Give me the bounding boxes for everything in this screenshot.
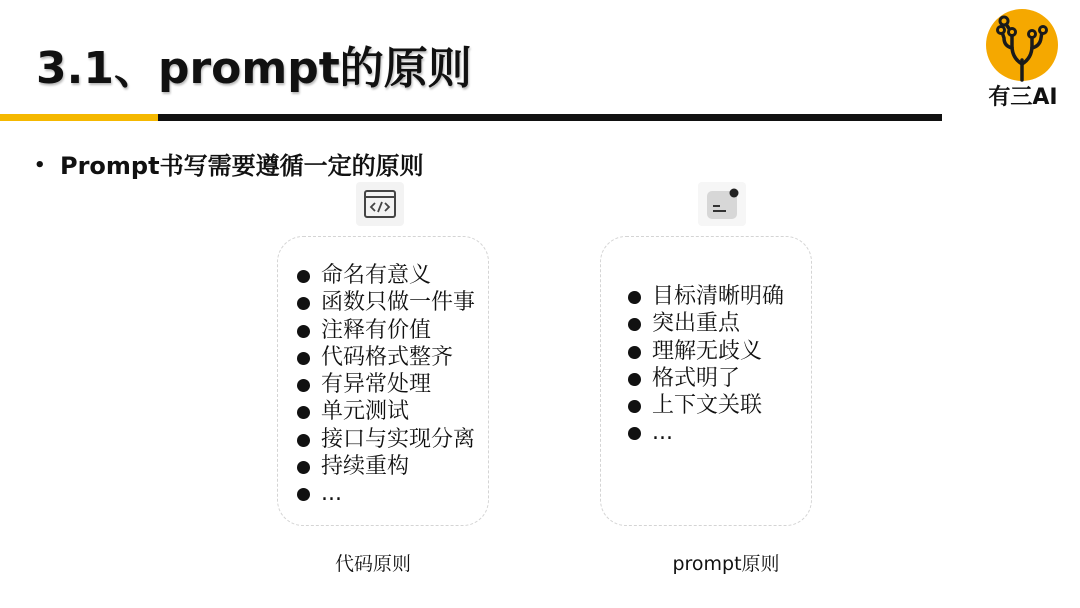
bullet-marker: •: [34, 155, 46, 176]
list-item: 目标清晰明确: [628, 283, 784, 310]
list-item: 函数只做一件事: [297, 289, 475, 316]
list-item: 突出重点: [628, 310, 784, 337]
list-item: 理解无歧义: [628, 338, 784, 365]
prompt-principles-caption: prompt原则: [672, 553, 780, 575]
title-underline-accent: [0, 114, 158, 121]
intro-text: Prompt书写需要遵循一定的原则: [60, 152, 424, 180]
list-item: 格式明了: [628, 365, 784, 392]
intro-bullet: [34, 146, 424, 181]
code-window-icon: [356, 182, 404, 226]
list-item: 代码格式整齐: [297, 344, 475, 371]
list-item: 上下文关联: [628, 392, 784, 419]
code-principles-card: [277, 236, 489, 526]
prompt-principles-card: [600, 236, 812, 526]
logo-circuit-icon: [978, 8, 1068, 84]
title-underline: [158, 114, 942, 121]
list-item: 单元测试: [297, 398, 475, 425]
logo-text: 有三AI: [988, 85, 1058, 110]
list-item: 注释有价值: [297, 317, 475, 344]
chat-message-icon: [698, 182, 746, 226]
list-item: ...: [628, 419, 784, 446]
list-item: 持续重构: [297, 453, 475, 480]
prompt-principles-list: [628, 283, 784, 447]
page-title: 3.1、prompt的原则: [36, 43, 472, 94]
list-item: 有异常处理: [297, 371, 475, 398]
list-item: 接口与实现分离: [297, 426, 475, 453]
code-principles-list: [297, 262, 475, 508]
code-principles-caption: 代码原则: [334, 553, 411, 575]
list-item: 命名有意义: [297, 262, 475, 289]
list-item: ...: [297, 480, 475, 507]
brand-logo: [978, 8, 1068, 112]
